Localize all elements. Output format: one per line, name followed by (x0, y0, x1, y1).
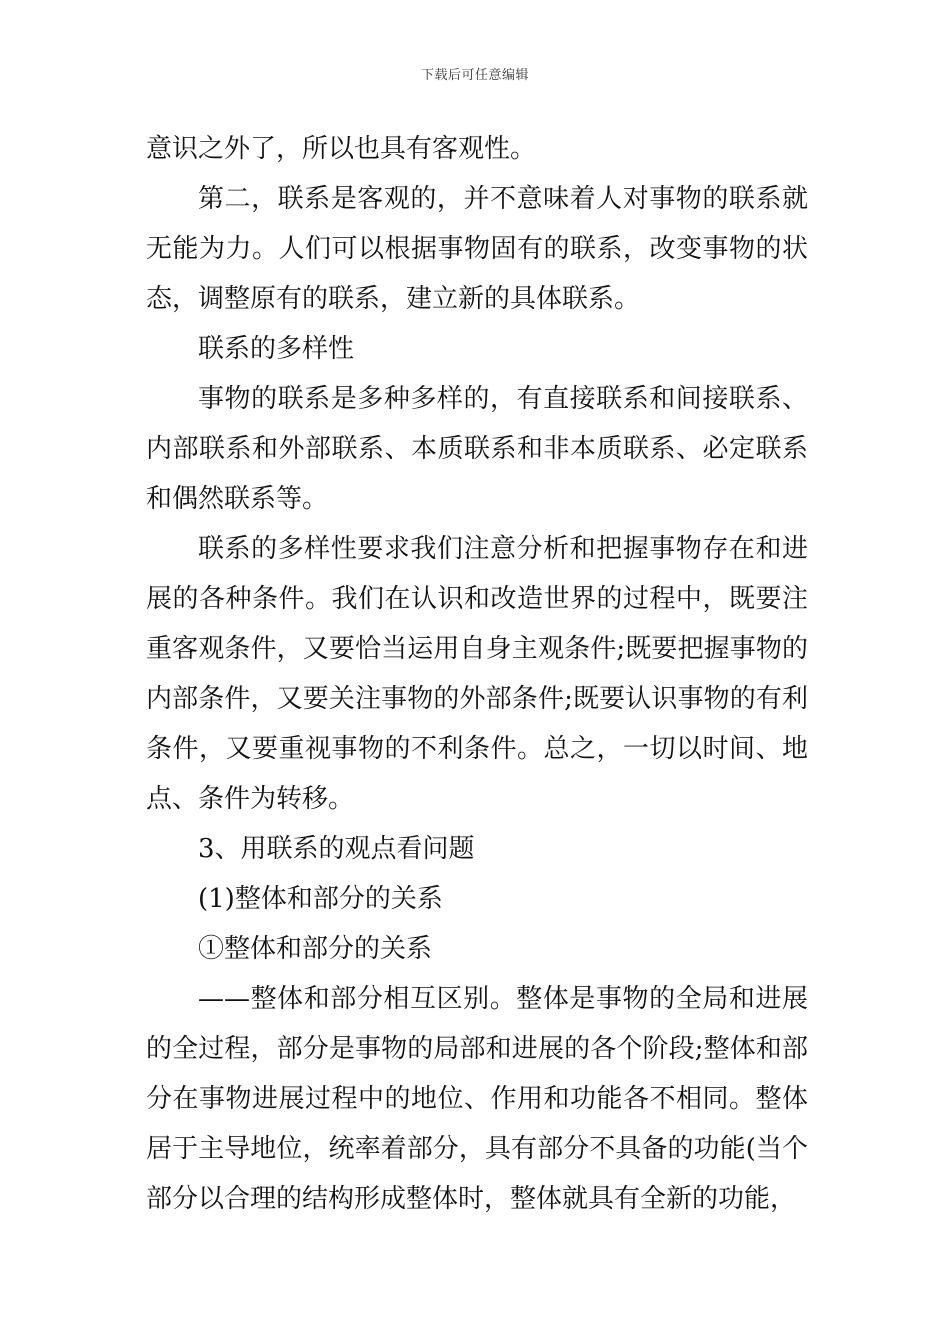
paragraph: 联系的多样性要求我们注意分析和把握事物存在和进展的各种条件。我们在认识和改造世界的过程中，既要注重客观条件，又要恰当运用自身主观条件;既要把握事物的内部条件，又要关注事物的外部条件;既要认识事物的有利条件，又要重视事物的不利条件。总之，一切以时间、地点、条件为转移。 (146, 534, 808, 814)
section-heading: 联系的多样性 (198, 334, 355, 364)
section-heading: (1)整体和部分的关系 (198, 884, 443, 914)
paragraph: ——整体和部分相互区别。整体是事物的全局和进展的全过程，部分是事物的局部和进展的各个阶段;整体和部分在事物进展过程中的地位、作用和功能各不相同。整体居于主导地位，统率着部分，具有部分不具备的功能(当个部分以合理的结构形成整体时，整体就具有全新的功能， (146, 984, 808, 1214)
paragraph: 事物的联系是多种多样的，有直接联系和间接联系、内部联系和外部联系、本质联系和非本质联系、必定联系和偶然联系等。 (146, 384, 808, 514)
section-heading: ①整体和部分的关系 (198, 934, 433, 964)
document-body (146, 124, 808, 1224)
paragraph: 第二，联系是客观的，并不意味着人对事物的联系就无能为力。人们可以根据事物固有的联系，改变事物的状态，调整原有的联系，建立新的具体联系。 (146, 184, 808, 314)
section-heading: 3、用联系的观点看问题 (198, 834, 475, 864)
header-note: 下载后可任意编辑 (420, 68, 529, 83)
paragraph: 意识之外了，所以也具有客观性。 (146, 134, 537, 164)
